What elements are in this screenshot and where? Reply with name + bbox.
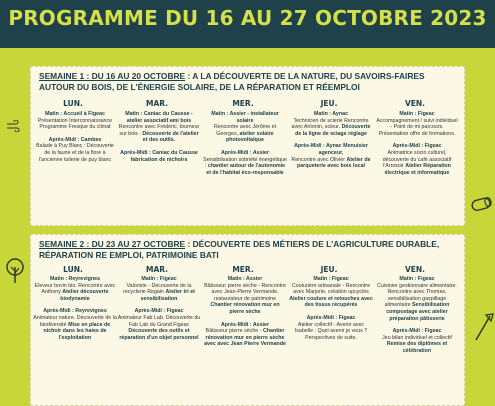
day-column: Matin : Assier Bâtisseur pierre sèche - Rencontre avec Jean-Pierre Vermande, restaurateur de patrimoine Chantier rénovation mur en pierre sèche Après-Midi : Assier Bâtisseur pierre sèche - Chantier rénovation mur en pierre sèche avec avec Jean Pierre Vermande [204, 276, 286, 348]
garden-tool-icon [472, 312, 494, 342]
day-column: Matin : Reyrevignes Eleveur bovin bio. Rencontre avec Anthony Atelier découverte biodynamie Après-Midi : Reyrevignes Animateur nature. Découverte de la biodiversité Mise en place de nichoir dans les haies de l'exploitation [33, 276, 117, 341]
day-column: Matin : Accueil à Figeac Présentation Interconnaissance Programme Fresque du climat Après-Midi : Cambes Balade à Puy Blanc : Découverte de la faune et de la flore à l'ancienne tuilerie de puy blanc [36, 111, 114, 163]
day-header: VEN. [404, 99, 426, 108]
day-header: VEN. [404, 265, 426, 274]
day-header: MAR. [145, 265, 169, 274]
day-column: Matin : Figeac Accompagnement / suivi individuel - Point de mi parcours. Présentation offre de formations. Après-Midi : Figeac Animatrice socio culturel, découverte du café associatif l'Arrosoir Atelier Réparation électrique et informatique [376, 111, 458, 176]
header-bar [0, 0, 495, 48]
wind-icon [6, 120, 20, 132]
day-header: LUN. [63, 265, 83, 274]
log-icon [470, 195, 494, 213]
day-header: LUN. [63, 99, 83, 108]
day-header: MER. [232, 265, 254, 274]
week-1-card [30, 66, 465, 226]
day-column: Matin : Figeac Couturière artisanale - Rencontre avec Marjorie, création upcyclés Atelier couture et retouches avec des tissus récupérés Après-Midi : Figeac Atelier collectif - Avenir avec Isabelle : Quel avenir je veux ? Perspectives de suite. [289, 276, 373, 341]
week-1-title: SEMAINE 1 : DU 16 AU 20 OCTOBRE : A LA DÉCOUVERTE DE LA NATURE, DU SAVOIRS-FAIRES AUTOUR DU BOIS, DE L'ÉNERGIE SOLAIRE, DE LA RÉPARATION ET RÉEMPLOI [39, 71, 425, 92]
day-column: Matin : Aynac Technicien de scierie Rencontre avec Antonin, scieur. Découverte de la ligne de sciage réglage Après-Midi : Aynac Menuisier agenceur, Rencontre avec Olivier Atelier de parqueterie avec bois local [291, 111, 371, 170]
day-column: Matin : Caniac du Causse - atelier associatif ami bois Rencontre avec Frédéric, tourneur sur bois : Découverte de l'atelier et des outils. Après-Midi : Caniac du Causse fabrication de nichoirs [118, 111, 200, 163]
page-title: PROGRAMME DU 16 AU 27 OCTOBRE 2023 [8, 6, 487, 30]
day-header: JEU. [320, 265, 338, 274]
day-header: JEU. [320, 99, 338, 108]
week-2-title: SEMAINE 2 : DU 23 AU 27 OCTOBRE : DÉCOUVERTE DES MÉTIERS DE L'AGRICULTURE DURABLE, RÉPARATION RE EMPLOI, PATRIMOINE BATI [39, 239, 440, 260]
day-header: MER. [232, 99, 254, 108]
day-header: MAR. [145, 99, 169, 108]
tree-icon [4, 258, 26, 284]
day-column: Matin : Figeac Valoriste - Découverte de la recyclerie Regain Atelier tri et sensibilisation Après-Midi : Figeac Animateur Fab Lab. Découverte du Fab Lab du Grand Figeac Découverte des outils et réparation d'un objet personnel [117, 276, 201, 341]
day-column: Matin : Assier - installateur solaire Rencontre avec Jérôme et Georges, atelier solaire photovoltaïque Après-Midi : Assier Sensibilisation sobriété énergétique : chantier autour de l'autonomie et de l'habitat éco-responsable [203, 111, 287, 176]
day-column: Matin : Figeac Cuisinier gestionnaire alimentaire. Rencontre avec Thomas, sensibilisation gaspillage alimentaire Sensibilisation compostage avec atelier préparation pâtisserie Après-Midi : Figeac Jeu bilan individuel et collectif Remise des diplômes et célébration [377, 276, 457, 354]
week-2-card [30, 234, 465, 406]
